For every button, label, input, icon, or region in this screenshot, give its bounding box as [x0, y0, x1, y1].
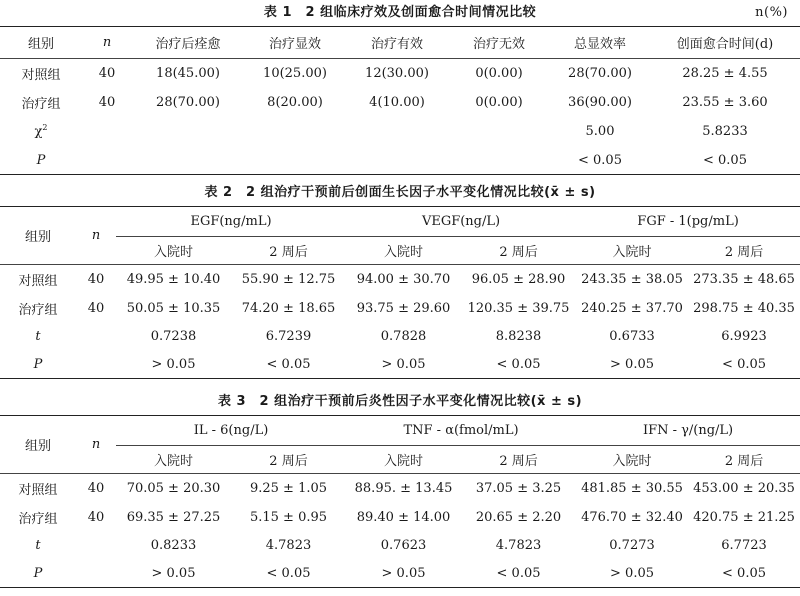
cell: 453.00 ± 20.35: [693, 480, 795, 496]
chi-sup: 2: [42, 123, 48, 133]
table-3-header-row-2: [0, 446, 800, 474]
cell: 298.75 ± 40.35: [693, 300, 795, 316]
cell: > 0.05: [116, 560, 231, 588]
header-effective: 治疗有效: [346, 27, 448, 59]
header-fgf: FGF - 1(pg/mL): [576, 207, 800, 237]
table-row: [0, 294, 800, 323]
header-group: 组别: [0, 207, 76, 265]
header-admission: 入院时: [576, 446, 688, 474]
header-2-weeks: 2 周后: [231, 446, 346, 474]
header-cured: 治疗后痊愈: [132, 27, 244, 59]
cell: [448, 117, 550, 147]
cell: 治疗组: [21, 96, 61, 112]
p-label: P: [0, 351, 76, 379]
table-1-block: [0, 0, 800, 175]
header-group: 组别: [0, 416, 76, 474]
cell: 28(70.00): [568, 65, 632, 81]
header-n: n: [76, 207, 116, 265]
table-1-caption: [0, 0, 800, 26]
cell: 对照组: [18, 482, 58, 498]
table-2-caption: 表 2 2 组治疗干预前后创面生长因子水平变化情况比较(x̄ ± s): [204, 185, 596, 200]
table-3-caption: 表 3 2 组治疗干预前后炎性因子水平变化情况比较(x̄ ± s): [217, 394, 583, 409]
chi-label: [0, 117, 82, 147]
cell: 40: [87, 509, 105, 525]
cell: 0.7273: [609, 538, 655, 553]
header-n: n: [82, 27, 132, 59]
cell: 5.8233: [702, 124, 748, 139]
table-3-block: [0, 389, 800, 588]
cell: 40: [87, 300, 105, 316]
cell: 0.8233: [150, 538, 197, 553]
table-row: [0, 474, 800, 503]
cell: 70.05 ± 20.30: [126, 480, 221, 496]
t-label: t: [35, 329, 41, 344]
table-row-p: [0, 147, 800, 175]
cell: 0.6733: [609, 329, 655, 344]
cell: 6.7239: [265, 329, 312, 344]
header-admission: 入院时: [346, 446, 461, 474]
header-admission: 入院时: [576, 237, 688, 265]
cell: 476.70 ± 32.40: [581, 509, 683, 525]
cell: [132, 147, 244, 175]
cell: 93.75 ± 29.60: [356, 300, 451, 316]
header-2-weeks: 2 周后: [688, 446, 800, 474]
cell: 50.05 ± 10.35: [126, 300, 221, 316]
cell: 69.35 ± 27.25: [126, 509, 221, 525]
p-label: P: [0, 560, 76, 588]
cell: [76, 532, 116, 560]
header-2-weeks: 2 周后: [461, 237, 576, 265]
cell: 10(25.00): [263, 65, 327, 81]
cell: 18(45.00): [156, 65, 220, 81]
cell: 5.15 ± 0.95: [249, 509, 328, 525]
cell: 36(90.00): [568, 94, 632, 110]
table-2: [0, 206, 800, 379]
table-2-header-row-1: [0, 207, 800, 237]
cell: 12(30.00): [365, 65, 429, 81]
cell: < 0.05: [231, 560, 346, 588]
cell: > 0.05: [346, 560, 461, 588]
cell: 49.95 ± 10.40: [126, 271, 221, 287]
cell: > 0.05: [346, 351, 461, 379]
cell: 6.7723: [721, 538, 767, 553]
cell: [82, 147, 132, 175]
header-ifn: IFN - γ/(ng/L): [576, 416, 800, 446]
header-admission: 入院时: [116, 446, 231, 474]
cell: < 0.05: [688, 560, 800, 588]
cell: 0.7238: [150, 329, 197, 344]
cell: 28.25 ± 4.55: [682, 65, 768, 81]
cell: 40: [98, 65, 116, 81]
header-ineffective: 治疗无效: [448, 27, 550, 59]
cell: 96.05 ± 28.90: [471, 271, 566, 287]
table-1-title: 表 1 2 组临床疗效及创面愈合时间情况比较: [263, 5, 537, 20]
table-row-p: [0, 351, 800, 379]
cell: < 0.05: [461, 560, 576, 588]
table-row: [0, 59, 800, 88]
cell: < 0.05: [688, 351, 800, 379]
cell: 40: [98, 94, 116, 110]
p-label: P: [0, 147, 82, 175]
cell: 8.8238: [495, 329, 542, 344]
header-total-rate: 总显效率: [550, 27, 650, 59]
table-1-unit: n(%): [755, 5, 788, 20]
header-il6: IL - 6(ng/L): [116, 416, 346, 446]
cell: 37.05 ± 3.25: [475, 480, 562, 496]
cell: 4(10.00): [369, 94, 425, 110]
table-row-t: [0, 323, 800, 351]
cell: [76, 351, 116, 379]
cell: 6.9923: [721, 329, 767, 344]
cell: 28(70.00): [156, 94, 220, 110]
header-2-weeks: 2 周后: [461, 446, 576, 474]
t-label: t: [35, 538, 41, 553]
table-row-p: [0, 560, 800, 588]
cell: > 0.05: [576, 560, 688, 588]
header-group: 组别: [0, 27, 82, 59]
cell: 40: [87, 480, 105, 496]
header-marked: 治疗显效: [244, 27, 346, 59]
cell: [244, 147, 346, 175]
header-vegf: VEGF(ng/L): [346, 207, 576, 237]
header-healing-time: 创面愈合时间(d): [650, 27, 800, 59]
header-egf: EGF(ng/mL): [116, 207, 346, 237]
cell: 8(20.00): [267, 94, 323, 110]
cell: 治疗组: [18, 302, 58, 318]
cell: 88.95. ± 13.45: [354, 480, 453, 496]
cell: > 0.05: [116, 351, 231, 379]
cell: < 0.05: [461, 351, 576, 379]
header-tnf: TNF - α(fmol/mL): [346, 416, 576, 446]
cell: [244, 117, 346, 147]
table-2-block: [0, 180, 800, 379]
cell: [346, 147, 448, 175]
cell: 120.35 ± 39.75: [467, 300, 570, 316]
table-row: [0, 265, 800, 294]
cell: 0(0.00): [475, 65, 523, 81]
cell: 4.7823: [265, 538, 312, 553]
table-1-header-row: [0, 27, 800, 59]
cell: 对照组: [21, 67, 61, 83]
cell: 5.00: [585, 124, 615, 139]
cell: 55.90 ± 12.75: [241, 271, 336, 287]
cell: 94.00 ± 30.70: [356, 271, 451, 287]
cell: [82, 117, 132, 147]
table-row-chi: [0, 117, 800, 147]
table-3: [0, 415, 800, 588]
cell: [76, 323, 116, 351]
table-1: [0, 26, 800, 175]
table-row: [0, 503, 800, 532]
cell: < 0.05: [231, 351, 346, 379]
cell: 治疗组: [18, 511, 58, 527]
cell: 89.40 ± 14.00: [356, 509, 451, 525]
cell: 273.35 ± 48.65: [693, 271, 795, 287]
cell: 40: [87, 271, 105, 287]
cell: 74.20 ± 18.65: [241, 300, 336, 316]
cell: 23.55 ± 3.60: [682, 94, 768, 110]
cell: 481.85 ± 30.55: [581, 480, 683, 496]
cell: 240.25 ± 37.70: [581, 300, 683, 316]
cell: 4.7823: [495, 538, 542, 553]
cell: 0.7623: [380, 538, 427, 553]
chi-symbol: χ: [34, 124, 43, 140]
cell: 20.65 ± 2.20: [475, 509, 562, 525]
cell: 0.7828: [380, 329, 427, 344]
table-2-header-row-2: [0, 237, 800, 265]
cell: [448, 147, 550, 175]
header-2-weeks: 2 周后: [231, 237, 346, 265]
table-3-header-row-1: [0, 416, 800, 446]
header-n: n: [76, 416, 116, 474]
cell: 420.75 ± 21.25: [693, 509, 795, 525]
cell: < 0.05: [650, 147, 800, 175]
cell: [346, 117, 448, 147]
header-admission: 入院时: [116, 237, 231, 265]
table-row-t: [0, 532, 800, 560]
cell: [132, 117, 244, 147]
cell: 243.35 ± 38.05: [581, 271, 683, 287]
cell: 9.25 ± 1.05: [249, 480, 328, 496]
header-2-weeks: 2 周后: [688, 237, 800, 265]
table-row: [0, 88, 800, 117]
cell: 对照组: [18, 273, 58, 289]
cell: < 0.05: [550, 147, 650, 175]
cell: 0(0.00): [475, 94, 523, 110]
cell: > 0.05: [576, 351, 688, 379]
cell: [76, 560, 116, 588]
header-admission: 入院时: [346, 237, 461, 265]
